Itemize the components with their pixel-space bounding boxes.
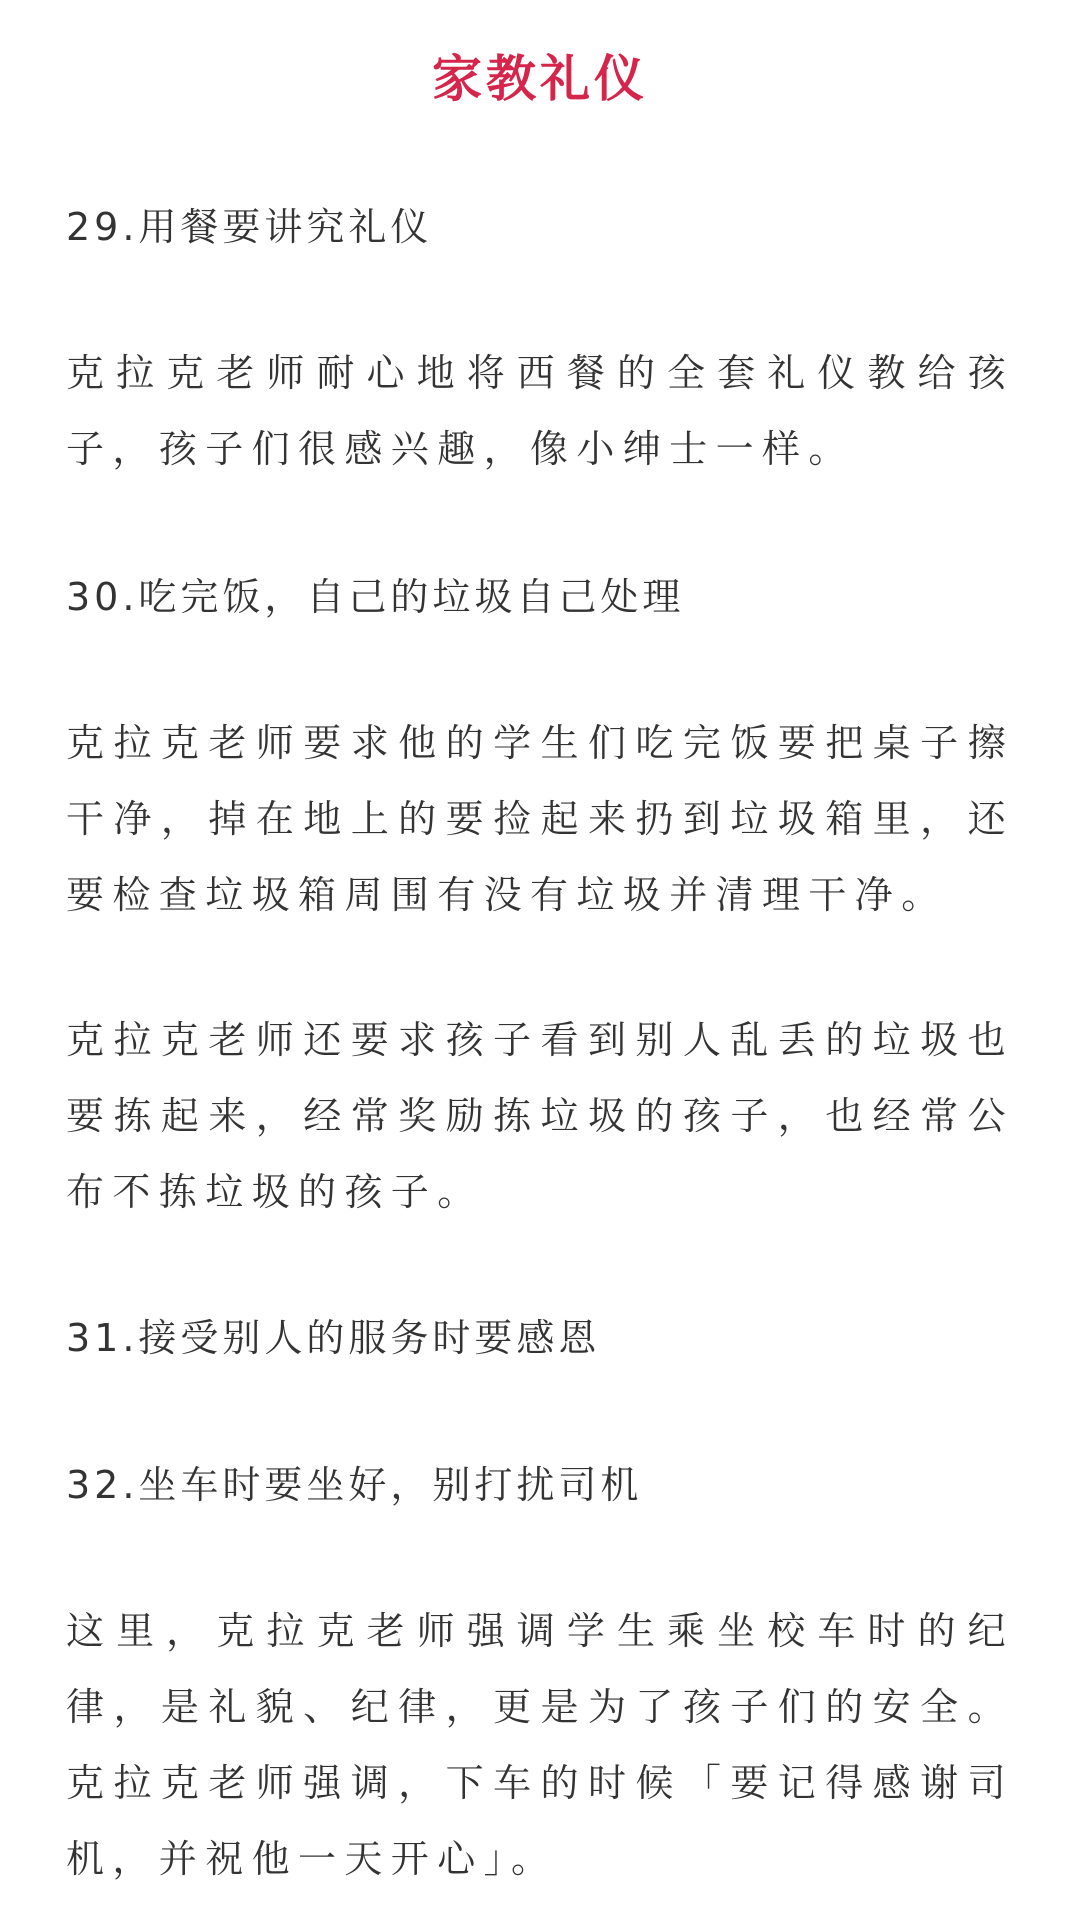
section-heading-30: 30.吃完饭，自己的垃圾自己处理	[66, 575, 685, 619]
article-title: 家教礼仪	[432, 50, 648, 108]
section-30-paragraph-1: 克拉克老师要求他的学生们吃完饭要把桌子擦干净，掉在地上的要捡起来扔到垃圾箱里，还要检查垃圾箱周围有没有垃圾并清理干净。	[66, 721, 1014, 917]
section-29-paragraph-1: 克拉克老师耐心地将西餐的全套礼仪教给孩子，孩子们很感兴趣，像小绅士一样。	[66, 351, 1014, 471]
section-heading-29: 29.用餐要讲究礼仪	[66, 205, 433, 249]
section-30-paragraph-2: 克拉克老师还要求孩子看到别人乱丢的垃圾也要拣起来，经常奖励拣垃圾的孩子，也经常公布不拣垃圾的孩子。	[66, 1018, 1014, 1214]
section-heading-31: 31.接受别人的服务时要感恩	[66, 1316, 601, 1360]
section-heading-32: 32.坐车时要坐好，别打扰司机	[66, 1463, 643, 1507]
section-32-paragraph-1: 这里，克拉克老师强调学生乘坐校车时的纪律，是礼貌、纪律，更是为了孩子们的安全。克拉克老师强调，下车的时候「要记得感谢司机，并祝他一天开心」。	[66, 1609, 1014, 1881]
